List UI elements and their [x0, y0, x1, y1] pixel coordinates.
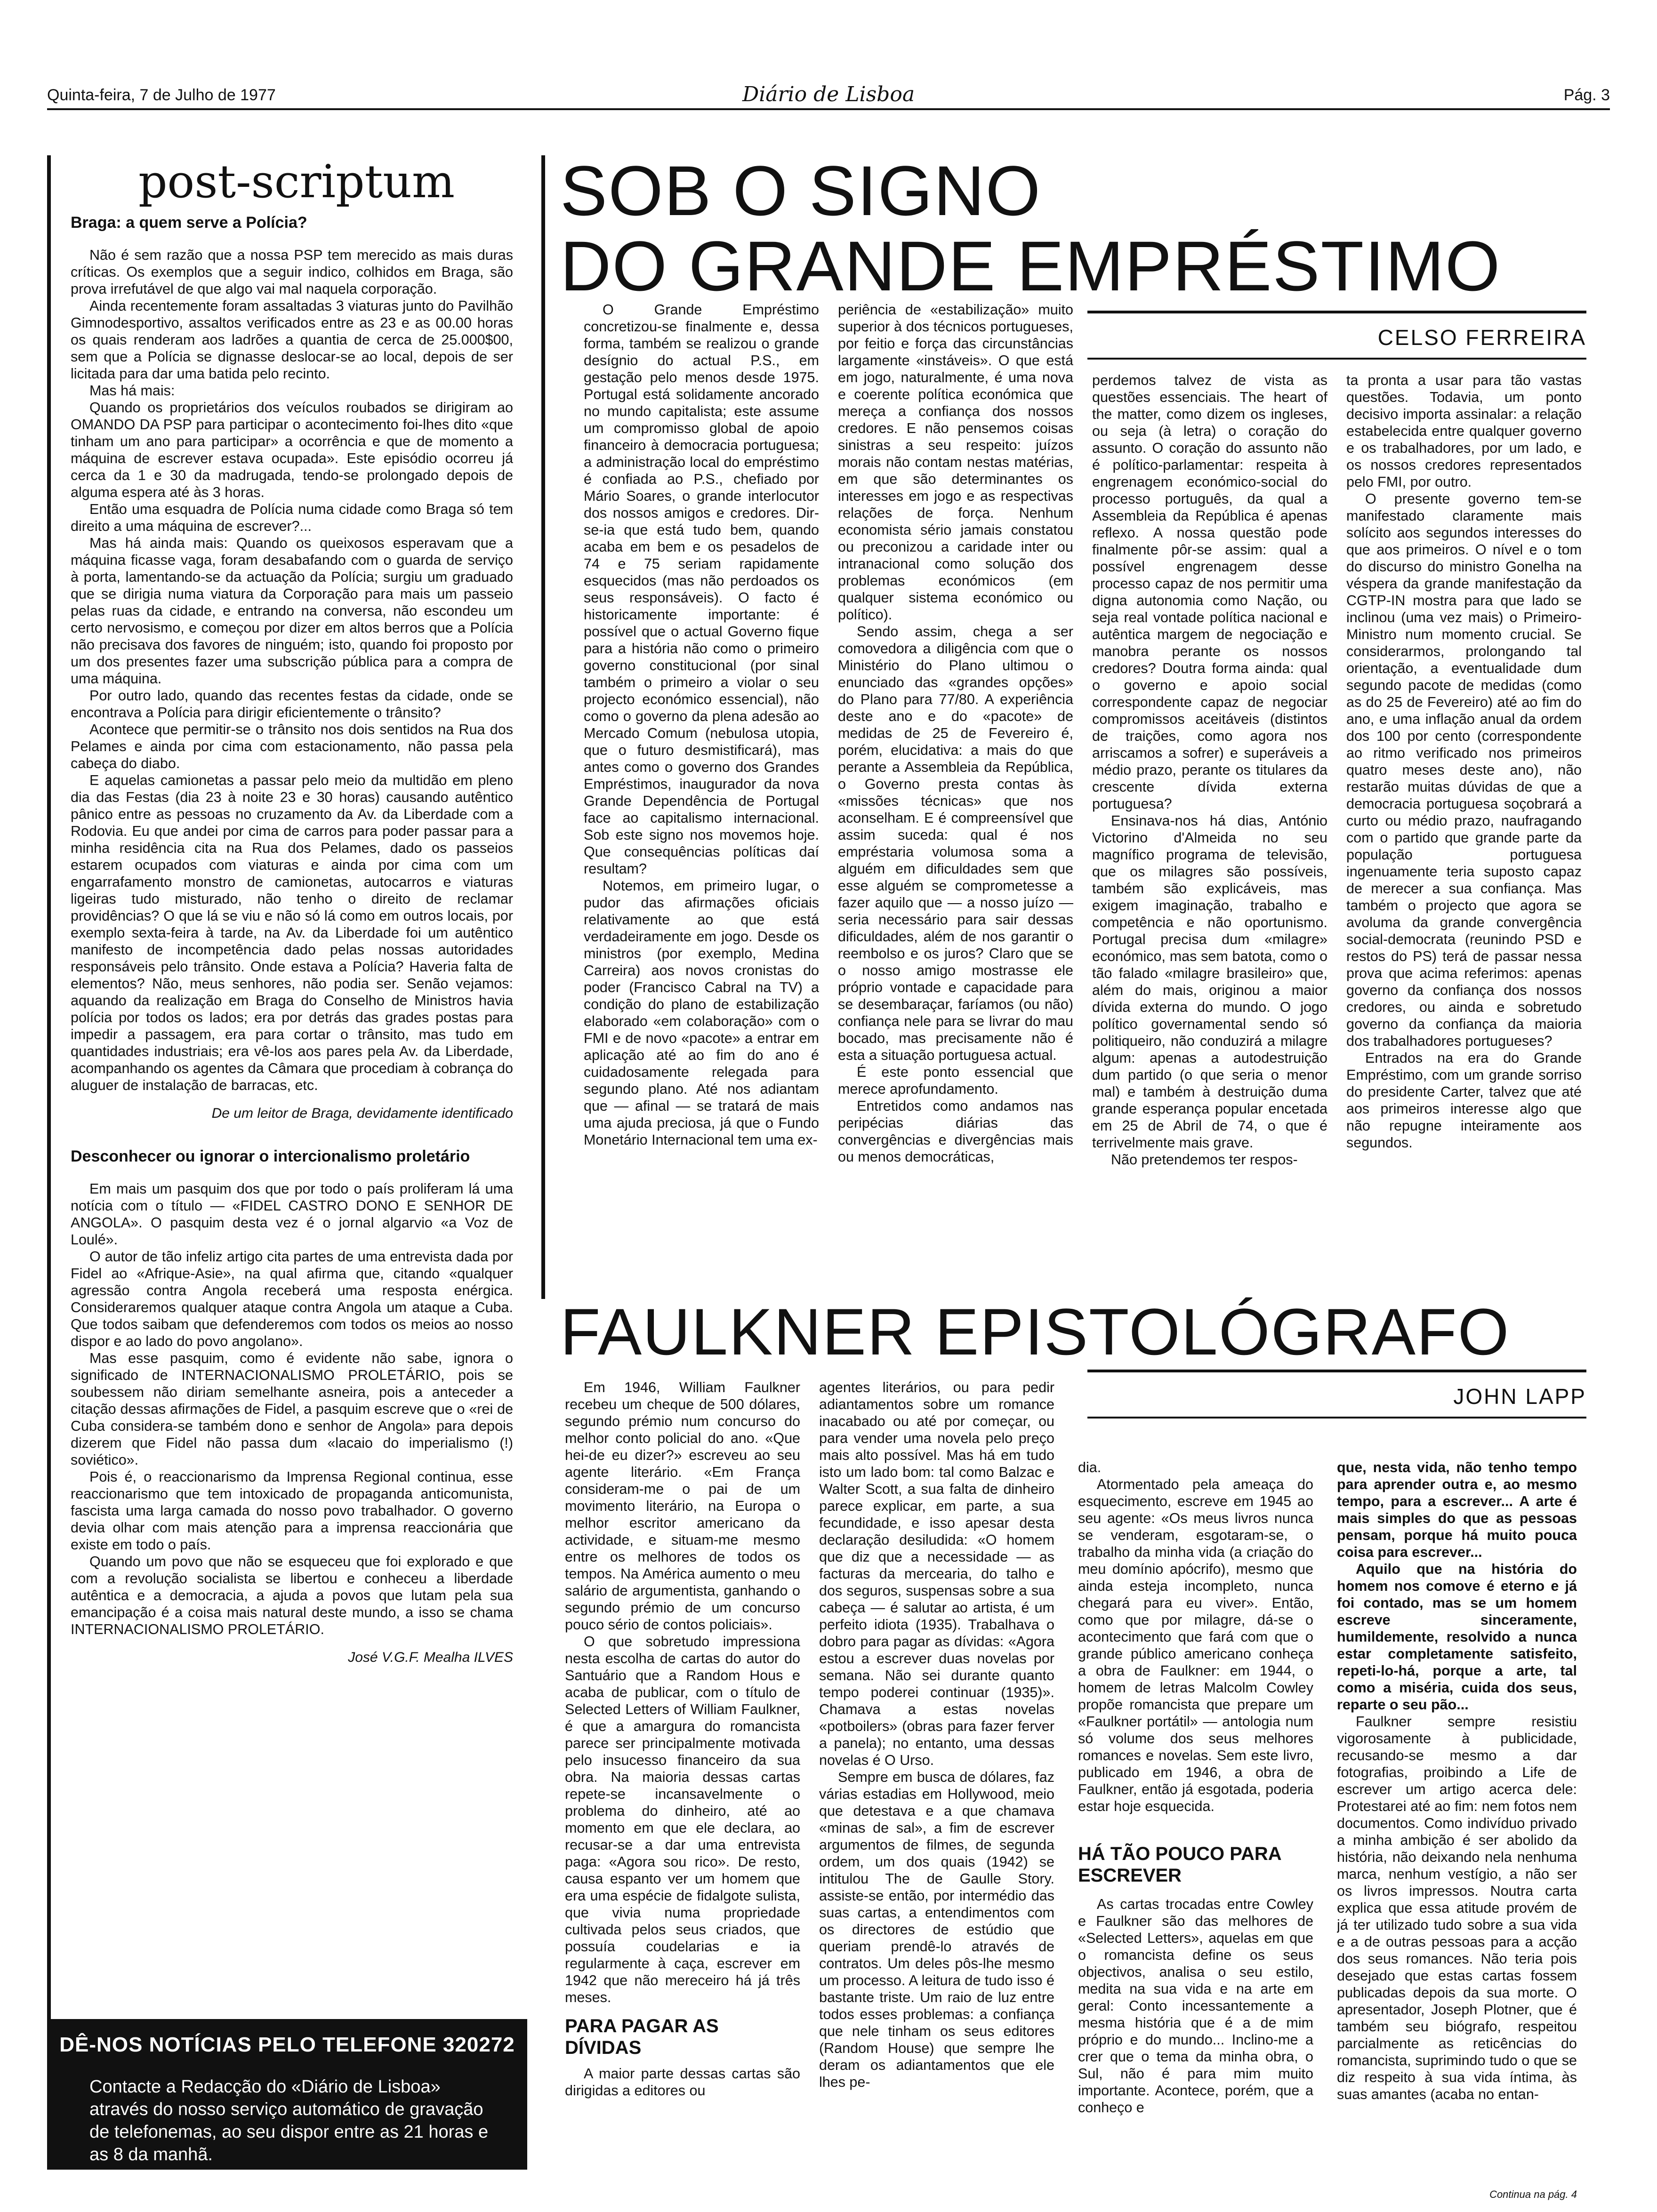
- article2-author: JOHN LAPP: [1453, 1384, 1586, 1409]
- article1-author: CELSO FERREIRA: [1377, 325, 1586, 350]
- paragraph: dia.: [1078, 1459, 1102, 1475]
- paragraph: Faulkner sempre resistiu vigorosamente à publicidade, recusando-se mesmo a dar fotografias, proibindo a Life de escrever um artigo acerca dele: Protestarei até ao fim: nem fotos nem documentos. Como indivíduo privado a minha ambição é ser abolido da história, não deixando nela nenhuma marca, nenhum vestígio, a não ser os livros impressos. Noutra carta explica que essa atitude provém de já ter utilizado tudo sobre a sua vida e a de outras pessoas para a acção dos seus romances. Não teria pois desejado que estas cartas fossem publicadas depois da sua morte. O apresentador, Joseph Plotner, que é também seu biógrafo, respeitou parcialmente as reticências do romancista, suprimindo tudo o que se diz respeito à sua vida íntima, às suas amantes (acaba no entan-: [1337, 1714, 1577, 2102]
- section-heading: Braga: a quem serve a Polícia?: [71, 214, 307, 232]
- left-border-rule: [47, 155, 51, 2165]
- section-heading: Desconhecer ou ignorar o intercionalismo proletário: [71, 1147, 470, 1165]
- article1-column-3: [1092, 372, 1327, 1168]
- paragraph: Notemos, em primeiro lugar, o pudor das afirmações oficiais relativamente ao que está verdadeiramente em jogo. Desde os ministros (por exemplo, Medina Carreira) aos novos cronistas do poder (Francisco Cabral na TV) a condição do plano de estabilização elaborado «em colaboração» com o FMI e de novo «pacote» a entrar em aplicação até ao fim do ano é cuidadosamente relegada para segundo plano. Até nos adiantam que — afinal — se tratará de mais uma ajuda preciosa, já que o Fundo Monetário Internacional tem uma ex-: [584, 878, 819, 1148]
- paragraph: Quando um povo que não se esqueceu que foi explorado e que com a revolução socialista se libertou e conheceu a liberdade autêntica e a democracia, a ajuda a povos que lutam pela sua emancipação é a coisa mais natural deste mundo, a isso se chama INTERNACIONALISMO PROLETÁRIO.: [71, 1554, 513, 1637]
- paragraph: Não pretendemos ter respos-: [1111, 1152, 1298, 1168]
- article2-column-4: [1337, 1459, 1577, 2193]
- paragraph: Por outro lado, quando das recentes festas da cidade, onde se encontrava a Polícia para dirigir eficientemente o trânsito?: [71, 688, 513, 721]
- paragraph: O Grande Empréstimo concretizou-se finalmente e, dessa forma, também se realizou o grande desígnio do actual P.S., em gestação pelo menos desde 1975. Portugal está solidamente ancorado no mundo capitalista; este assume um compromisso global de apoio financeiro à democracia portuguesa; a administração local do empréstimo é confiada ao P.S., chefiado por Mário Soares, o grande interlocutor dos nossos amigos e credores. Dir-se-ia que está tudo bem, quando acaba em bem e os pesadelos de 74 e 75 seriam rapidamente esquecidos (mas não perdoados os seus responsáveis). O facto é historicamente importante: é possível que o actual Governo fique para a história não como o primeiro governo constitucional (por sinal também o primeiro a violar o seu projecto económico essencial), não como o governo da plena adesão ao Mercado Comum (nebulosa utopia, que o futuro desmistificará), mas antes como o governo dos Grandes Empréstimos, inaugurador da nova Grande Dependência de Portugal face ao capitalismo internacional. Sob este signo nos movemos hoje. Que consequências políticas daí resultam?: [584, 302, 819, 877]
- banner-text: Contacte a Redacção do «Diário de Lisboa» através do nosso serviço automático de gravação de telefonemas, ao seu dispor entre as 21 horas e as 8 da manhã.: [89, 2077, 489, 2164]
- issue-date: Quinta-feira, 7 de Julho de 1977: [47, 86, 276, 104]
- subheading: PARA PAGAR AS DÍVIDAS: [565, 2016, 719, 2058]
- masthead: Diário de Lisboa: [742, 82, 915, 106]
- paragraph: Mas esse pasquim, como é evidente não sabe, ignora o significado de INTERNACIONALISMO PROLETÁRIO, pois se soubessem não diriam semelhante asneira, pois a anteceder a citação dessas afirmações de Fidel, a pasquim escreve que o «rei de Cuba considera-se também dono e senhor de Angola» para depois dizerem que Fidel não passa dum «lacaio do imperialismo (!) soviético».: [71, 1350, 513, 1468]
- article2-column-1: [565, 1379, 800, 2212]
- article1-column-4: [1346, 372, 1582, 1151]
- signature: De um leitor de Braga, devidamente identificado: [211, 1106, 513, 1121]
- paragraph: periência de «estabilização» muito superior à dos técnicos portugueses, por feitio e força das circunstâncias largamente «instáveis». O que está em jogo, naturalmente, é uma nova e coerente política económica que mereça a confiança dos nossos credores. E não pensemos coisas sinistras a seu respeito: juízos morais não contam nestas matérias, em que são determinantes os interesses em jogo e as respectivas relações de força. Nenhum economista sério jamais constatou ou preconizou a caridade inter ou intranacional como solução dos problemas económicos (em qualquer sistema económico ou político).: [838, 302, 1073, 623]
- paragraph: Aquilo que na história do homem nos comove é eterno e já foi contado, mas se um homem escreve sinceramente, humildemente, resolvido a nunca estar completamente satisfeito, repeti-lo-há, porque a arte, tal como a miséria, cuida dos seus, reparte o seu pão...: [1337, 1561, 1577, 1713]
- postscriptum-column: [71, 155, 523, 1666]
- paragraph: agentes literários, ou para pedir adiantamentos sobre um romance inacabado ou até por começar, ou para vender uma novela pelo preço mais alto possível. Mas há em tudo isto um lado bom: tal como Balzac e Walter Scott, a sua falta de dinheiro parece explicar, em parte, a sua fecundidade, e isso apesar desta declaração desiludida: «O homem que diz que a necessidade — as facturas da mercearia, do talho e dos seguros, suspensas sobre a sua cabeça — é salutar ao artista, é um perfeito idiota (1935). Trabalhava o dobro para pagar as dívidas: «Agora estou a escrever duas novelas por semana. Não sei durante quanto tempo poderei continuar (1935)». Chamava a estas novelas «potboilers» (obras para fazer ferver a panela); no entanto, uma dessas novelas é O Urso.: [819, 1379, 1054, 1768]
- article1-left-rule: [541, 155, 545, 1299]
- paragraph: Então uma esquadra de Polícia numa cidade como Braga só tem direito a uma máquina de escrever?...: [71, 501, 513, 534]
- paragraph: perdemos talvez de vista as questões essenciais. The heart of the matter, como dizem os ingleses, ou seja (à letra) o coração do assunto. O coração do assunto não é político-parlamentar: respeita à engrenagem económico-social do processo português, da qual a Assembleia da República é apenas reflexo. A nossa questão pode finalmente pôr-se assim: qual a possível engrenagem desse processo capaz de nos permitir uma digna autonomia como Nação, ou seja real vontade política nacional e autêntica margem de negociação e manobra perante os nossos credores? Doutra forma ainda: qual o governo e apoio social correspondente capaz de negociar compromissos aceitáveis (distintos de traições, como agora nos arriscamos a sofrer) e superáveis a médio prazo, perante os titulares da crescente dívida externa portuguesa?: [1092, 372, 1327, 812]
- postscriptum-section-braga: [71, 212, 513, 1666]
- author-rule: [1087, 1417, 1586, 1419]
- paragraph: Pois é, o reaccionarismo da Imprensa Regional continua, esse reaccionarismo que tem intoxicado de propaganda anticomunista, fascista uma larga camada do nosso povo trabalhador. O governo devia olhar com mais atenção para a imprensa reaccionária que existe em todo o país.: [71, 1469, 513, 1553]
- author-rule: [1087, 311, 1586, 313]
- paragraph: Entrados na era do Grande Empréstimo, com um grande sorriso do presidente Carter, talvez que até aos primeiros interesse algo que não repugne inteiramente aos segundos.: [1346, 1050, 1582, 1151]
- paragraph: O autor de tão infeliz artigo cita partes de uma entrevista dada por Fidel ao «Afrique-Asie», na qual afirma que, citando «qualquer agressão contra Angola receberá uma resposta enérgica. Consideraremos qualquer ataque contra Angola um ataque a Cuba. Que todos saibam que defenderemos com todos os meios ao nosso dispor e ao lado do povo angolano».: [71, 1249, 513, 1349]
- paragraph: É este ponto essencial que merece aprofundamento.: [838, 1064, 1073, 1097]
- article2-column-3: [1078, 1459, 1313, 2212]
- paragraph: Mas há ainda mais: Quando os queixosos esperavam que a máquina ficasse vaga, foram desabafando com o guarda de serviço à porta, lamentando-se da actuação da Polícia; surgiu um graduado que se dirigia numa viatura da Corporação para mais um passeio pelas ruas da cidade, e entrando na conversa, não escondeu um certo nervosismo, e começou por dizer em altos berros que a Polícia não precisava dos favores de ninguém; isto, quando foi proposto por um dos presentes fazer uma subscrição pública para a compra de uma máquina.: [71, 535, 513, 687]
- article2-column-2: [819, 1379, 1054, 2212]
- paragraph: Sempre em busca de dólares, faz várias estadias em Hollywood, meio que detestava e a que chamava «minas de sal», a fim de escrever argumentos de filmes, de segunda ordem, um dos quais (1942) se intitulou The de Gaulle Story. assiste-se então, por intermédio das suas cartas, a entendimentos com os directores de estúdio que queriam prendê-lo através de contratos. Um deles pôs-lhe mesmo um processo. A leitura de tudo isso é bastante triste. Um raio de luz entre todos esses problemas: a confiança que nele tinham os seus editores (Random House) que sempre lhe deram os adiantamentos que ele lhes pe-: [819, 1769, 1054, 2090]
- postscriptum-title: post-scriptum: [138, 155, 455, 208]
- signature: José V.G.F. Mealha ILVES: [348, 1650, 513, 1665]
- author-rule: [1087, 1370, 1586, 1372]
- paragraph: Não é sem razão que a nossa PSP tem merecido as mais duras críticas. Os exemplos que a seguir indico, colhidos em Braga, são prova irrefutável de que algo vai mal naquela corporação.: [71, 247, 513, 297]
- paragraph: Ensinava-nos há dias, António Victorino d'Almeida no seu magnífico programa de televisão, que os milagres são possíveis, também são explicáveis, mas exigem imaginação, trabalho e competência e não oportunismo. Portugal precisa dum «milagre» económico, mas sem batota, como o tão falado «milagre brasileiro» que, além do mais, originou a maior dívida externa do mundo. O jogo político governamental sendo só politiqueiro, não conduzirá a milagre algum: apenas a autodestruição dum partido (o que seria o menor mal) e também à destruição duma grande esperança popular encetada em 25 de Abril de 74, o que é terrivelmente mais grave.: [1092, 813, 1327, 1151]
- article2-title: FAULKNER EPISTOLÓGRAFO: [560, 1295, 1510, 1369]
- paragraph: Em mais um pasquim dos que por todo o país proliferam lá uma notícia com o título — «FIDEL CASTRO DONO E SENHOR DE ANGOLA». O pasquim desta vez é o jornal algarvio «a Voz de Loulé».: [71, 1181, 513, 1248]
- paragraph: que, nesta vida, não tenho tempo para aprender outra e, ao mesmo tempo, para a escrever... A arte é mais simples do que as pessoas pensam, porque há muito pouca coisa para escrever...: [1337, 1459, 1577, 1560]
- paragraph: O que sobretudo impressiona nesta escolha de cartas do autor do Santuário que a Random Hous e acaba de publicar, com o título de Selected Letters of William Faulkner, é que a amargura do romancista parece ser principalmente motivada pelo insucesso financeiro da sua obra. Na maioria dessas cartas repete-se incansavelmente o problema do dinheiro, até ao momento em que ele declara, ao recusar-se a dar uma entrevista paga: «Agora sou rico». De resto, causa espanto ver um homem que era uma espécie de fidalgote sulista, que vivia numa propriedade cultivada pelos seus criados, que possuía coudelarias e ia regularmente à caça, escrever em 1942 que não mereceiro há já três meses.: [565, 1634, 800, 2005]
- continued-note: Continua na pág. 4: [1489, 2188, 1577, 2200]
- paragraph: O presente governo tem-se manifestado claramente mais solícito aos segundos interesses do que aos primeiros. O nível e o tom do discurso do ministro Gonelha na véspera da grande manifestação da CGTP-IN mostra para que lado se inclinou (uma vez mais) o Primeiro-Ministro num momento crucial. Se considerarmos, prolongando tal orientação, a eventualidade dum segundo pacote de medidas (como as do 25 de Fevereiro) até ao fim do ano, e uma inflação anual da ordem dos 100 por cento (correspondente ao ritmo verificado nos primeiros quatro meses deste ano), não restarão muitas dúvidas de que a democracia portuguesa soçobrará a curto ou médio prazo, naufragando com o partido que grande parte da população portuguesa ingenuamente teria suposto capaz de merecer a sua confiança. Mas também o projecto que agora se avoluma da grande convergência social-democrata (reunindo PSD e restos do PS) terá de passar nessa prova que acima referimos: apenas governo da confiança dos nossos credores, ou ainda e sobretudo governo da confiança da maioria dos trabalhadores portugueses?: [1346, 491, 1582, 1049]
- paragraph: Atormentado pela ameaça do esquecimento, escreve em 1945 ao seu agente: «Os meus livros nunca se venderam, esgotaram-se, o trabalho da minha vida (a criação do meu domínio apócrifo), mesmo que ainda esteja incompleto, nunca chegará para eu viver». Então, como que por milagre, dá-se o acontecimento que fará com que o grande público americano conheça a obra de Faulkner: em 1944, o homem de letras Malcolm Cowley propõe romancista que prepare um «Faulkner portátil» — antologia num só volume dos seus melhores romances e novelas. Sem este livro, publicado em 1946, a obra de Faulkner, então já esgotada, poderia estar hoje esquecida.: [1078, 1476, 1313, 1814]
- article1-column-1: [584, 301, 819, 1148]
- paragraph: As cartas trocadas entre Cowley e Faulkner são das melhores de «Selected Letters», aquelas em que o romancista define os seus objectivos, analisa o seu estilo, medita na sua vida e na arte em geral: Conto incessantemente a mesma história que é a de mim próprio e do mundo... Inclino-me a crer que o tema da minha obra, o Sul, não é para mim muito importante. Acontece, porém, que a conheço e: [1078, 1896, 1313, 2116]
- banner-title: DÊ-NOS NOTÍCIAS PELO TELEFONE 320272: [59, 2033, 515, 2056]
- article1-title-line2: DO GRANDE EMPRÉSTIMO: [560, 226, 1501, 305]
- paragraph: Ainda recentemente foram assaltadas 3 viaturas junto do Pavilhão Gimnodesportivo, assaltos verificados entre as 23 e as 00.00 horas os quais renderam aos ladrões a quantia de cerca de 25.000$00, sem que a Polícia se dignasse deslocar-se ao local, depois de ser licitada para dar uma batida pelo recinto.: [71, 298, 513, 382]
- author-rule: [1087, 358, 1586, 360]
- subheading: HÁ TÃO POUCO PARA ESCREVER: [1078, 1843, 1281, 1886]
- paragraph: Quando os proprietários dos veículos roubados se dirigiram ao OMANDO DA PSP para participar o acontecimento foi-lhes dito «que tinham um ano para participar» a ocorrência e que de momento a máquina de escrever estava ocupada». Este episódio ocorreu já cerca da 1 e 30 da madrugada, tendo-se prolongado depois de alguma espera até às 3 horas.: [71, 400, 513, 500]
- paragraph: Acontece que permitir-se o trânsito nos dois sentidos na Rua dos Pelames e ainda por cima com estacionamento, não passa pela cabeça do diabo.: [71, 721, 513, 771]
- phone-banner: [47, 2019, 527, 2170]
- article1-title-line1: SOB O SIGNO: [560, 151, 1042, 230]
- paragraph: E aquelas camionetas a passar pelo meio da multidão em pleno dia das Festas (dia 23 à noite 23 e 30 horas) causando autêntico pânico entre as pessoas no cruzamento da Av. da Liberdade com a Rodovia. Eu que andei por cima de carros para poder passar para a minha residência cita na Rua dos Pelames, dado os passeios estarem ocupados com viaturas e ainda por cima com um engarrafamento monstro de camionetas, autocarros e viaturas ligeiras tudo misturado, não tenho o direito de reclamar providências? O que lá se viu e não só lá como em outros locais, por exemplo sexta-feira à tarde, na Av. da Liberdade foi um autêntico manifesto de incompetência dado pelas nossas autoridades responsáveis pelo trânsito. Onde estava a Polícia? Haveria falta de elementos? Não, meus senhores, não podia ser. Senão vejamos: aquando da realização em Braga do Conselho de Ministros havia polícia por todos os lados; era por detrás das grades postas para impedir a passagem, era para cortar o trânsito, mas tudo em quantidades industriais; era vê-los aos pares pela Av. da Liberdade, acompanhando os agentes da Câmara que procediam à cobrança do aluguer de instalação de barracas, etc.: [71, 772, 513, 1093]
- paragraph: A maior parte dessas cartas são dirigidas a editores ou: [565, 2066, 800, 2099]
- paragraph: Entretidos como andamos nas peripécias diárias das convergências e divergências mais ou menos democráticas,: [838, 1098, 1073, 1165]
- article1-column-2: [838, 301, 1073, 1165]
- paragraph: Em 1946, William Faulkner recebeu um cheque de 500 dólares, segundo prémio num concurso do melhor conto policial do ano. «Que hei-de eu dizer?» escreveu ao seu agente literário. «Em França consideram-me o pai de um movimento literário, na Europa o melhor escritor americano da actividade, e situam-me mesmo entre os melhores de todos os tempos. Na América aumento o meu salário de argumentista, ganhando o segundo prémio de um concurso pouco sério de contos policiais».: [565, 1379, 800, 1633]
- paragraph: Mas há mais:: [89, 383, 175, 399]
- page-header: [47, 80, 1610, 110]
- paragraph: ta pronta a usar para tão vastas questões. Todavia, um ponto decisivo importa assinalar: a relação estabelecida entre qualquer governo e os trabalhadores, por um lado, e os nossos credores representados pelo FMI, por outro.: [1346, 372, 1582, 490]
- page-number: Pág. 3: [1563, 86, 1610, 104]
- paragraph: Sendo assim, chega a ser comovedora a diligência com que o Ministério do Plano ultimou o enunciado das «grandes opções» do Plano para 77/80. A experiência deste ano e do «pacote» de medidas de 25 de Fevereiro é, porém, elucidativa: a mais do que perante a Assembleia da República, o Governo presta contas às «missões técnicas» que nos aconselham. E é compreensível que assim suceda: qual é nos empréstaria volumosa soma a alguém em dificuldades sem que esse alguém se comprometesse a fazer aquilo que — a nosso juízo — seria necessário para sair dessas dificuldades, além de nos garantir o reembolso e os juros? Claro que se o nosso amigo mostrasse ele próprio vontade e capacidade para se desembaraçar, faríamos (ou não) confiança nele para se livrar do mau bocado, mas precisamente não é esta a situação portuguesa actual.: [838, 624, 1073, 1063]
